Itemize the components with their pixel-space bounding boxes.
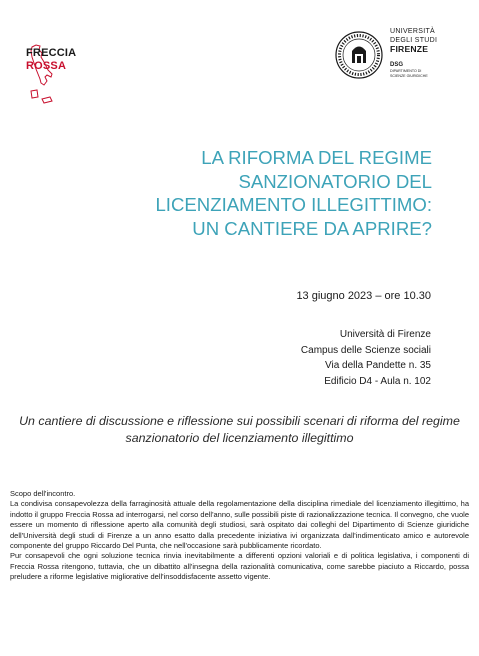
description-paragraph-2: Pur consapevoli che ogni soluzione tecnica rinvia inevitabilmente a differenti opzioni valoriali e di politica legislativa, i componenti di Freccia Rossa ritengono, tuttavia, che un dibattito all'insegna della razionalità comunicativa, come sarebbe piaciuto a Riccardo, possa preludere a riforme legislative migliorative dell'insoddisfacente assetto vigente. xyxy=(10,551,469,582)
venue-line: Edificio D4 - Aula n. 102 xyxy=(324,375,431,387)
department-name-line2: SCIENZE GIURIDICHE xyxy=(390,73,428,78)
venue-line: Campus delle Scienze sociali xyxy=(300,344,431,356)
description-paragraph-1: La condivisa consapevolezza della farraginosità attuale della regolamentazione della disciplina rimediale del licenziamento illegittimo, ha indotto il gruppo Freccia Rossa ad interrogarsi, nel corso dell'anno, sulle possibili piste di razionalizzazione tecnica. Il convegno, che vuole essere un momento di riflessione aperto alla comunità degli studiosi, sarà ospitato dai colleghi del Dipartimento di Scienze giuridiche dell'Università degli studi di Firenze a un anno esatto dalla precedente iniziativa ivi organizzata dall'indimenticato amico e autorevole componente del gruppo Riccardo Del Punta, che nell'occasione sarà pubblicamente ricordato. xyxy=(10,499,469,551)
logo-rossa-text: ROSSA xyxy=(26,60,67,72)
event-description xyxy=(10,489,469,583)
title-line-2: SANZIONATORIO DEL xyxy=(238,170,432,192)
title-line-1: LA RIFORMA DEL REGIME xyxy=(201,147,432,168)
unifi-logo xyxy=(334,26,464,96)
title-line-4: UN CANTIERE DA APRIRE? xyxy=(192,217,432,239)
department-name-line1: DIPARTIMENTO DI xyxy=(390,69,422,73)
event-venue xyxy=(301,327,431,389)
event-date: 13 giugno 2023 – ore 10.30 xyxy=(296,290,431,302)
title-line-3: LICENZIAMENTO ILLEGITTIMO: xyxy=(155,194,432,215)
event-subtitle: Un cantiere di discussione e riflessione sui possibili scenari di riforma del regime sanzionatorio del licenziamento illegittimo xyxy=(19,414,460,445)
description-heading: Scopo dell'incontro. xyxy=(10,489,76,498)
unifi-name-line1: UNIVERSITÀ xyxy=(390,28,436,35)
university-seal-icon xyxy=(334,30,384,80)
logo-freccia-text: FRECCIA xyxy=(26,47,77,59)
unifi-name-line2: DEGLI STUDI xyxy=(390,36,438,44)
venue-line: Via della Pandette n. 35 xyxy=(324,360,431,371)
department-abbreviation: DSG xyxy=(390,62,404,68)
event-title xyxy=(32,146,432,240)
venue-line: Università di Firenze xyxy=(339,329,431,340)
unifi-name-line3: FIRENZE xyxy=(390,44,429,55)
department-name xyxy=(390,69,464,78)
